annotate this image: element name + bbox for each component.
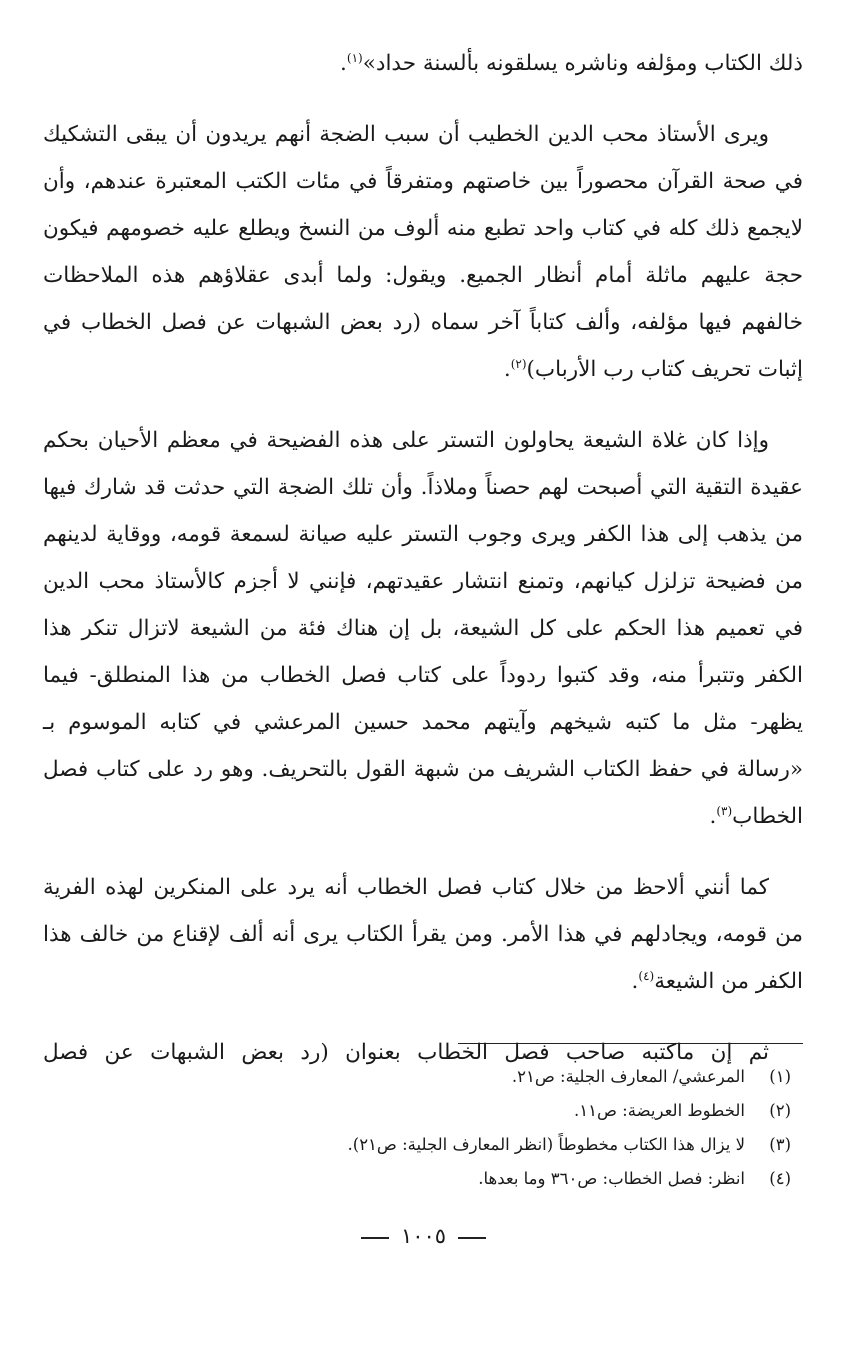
paragraph-3-text: وإذا كان غلاة الشيعة يحاولون التستر على هذه الفضيحة في معظم الأحيان بحكم عقيدة التقية التي أصبحت لهم حصناً وملاذاً. وأن تلك الضجة التي حدثت قد شارك فيها من يذهب إلى هذا الكفر ويرى وجوب التستر عليه صيانة لسمعة قومه، ووقاية لدينهم من فضيحة تزلزل كيانهم، وتمنع انتشار عقيدتهم، فإنني لا أجزم كالأستاذ محب الدين في تعميم هذا الحكم على كل الشيعة، بل إن هناك فئة من الشيعة لاتزال تنكر هذا الكفر وتتبرأ منه، وقد كتبوا ردوداً على كتاب فصل الخطاب من هذا المنطلق- فيما يظهر- مثل ما كتبه شيخهم وآيتهم محمد حسين المرعشي في كتابه الموسوم بـ «رسالة في حفظ الكتاب الشريف من شبهة القول بالتحريف. وهو رد على كتاب فصل الخطاب <box>43 428 803 829</box>
page-number-value: ١٠٠٥ <box>400 1224 447 1248</box>
page-number <box>0 1224 847 1248</box>
footnote-ref-3: (٣) <box>716 803 733 818</box>
paragraph-4-tail: . <box>631 969 639 994</box>
footnote-item <box>91 1060 791 1094</box>
footnote-ref-4: (٤) <box>638 968 655 983</box>
footnote-item <box>91 1128 791 1162</box>
footnote-item <box>91 1094 791 1128</box>
footnote-ref-2: (٢) <box>510 356 527 371</box>
footnote-number: (٣) <box>769 1135 791 1154</box>
paragraph-5-text: ثم إن ماكتبه صاحب فصل الخطاب بعنوان (رد بعض الشبهات عن فصل <box>43 1040 769 1065</box>
footnote-number: (٤) <box>769 1169 791 1188</box>
paragraph-1-text: ذلك الكتاب ومؤلفه وناشره يسلقونه بألسنة حداد» <box>362 51 803 76</box>
paragraph-4 <box>43 864 803 1005</box>
footnote-item <box>91 1162 791 1196</box>
footnote-text: لا يزال هذا الكتاب مخطوطاً (انظر المعارف الجلية: ص٢١). <box>347 1135 745 1154</box>
paragraph-2-tail: . <box>503 357 511 382</box>
footnote-ref-1: (١) <box>346 50 363 65</box>
footnote-number: (٢) <box>769 1101 791 1120</box>
footnote-number: (١) <box>769 1067 791 1086</box>
footnote-text: المرعشي/ المعارف الجلية: ص٢١. <box>511 1067 745 1086</box>
footnote-separator <box>458 1043 803 1044</box>
page-number-dash-left <box>361 1237 389 1239</box>
paragraph-3 <box>43 417 803 840</box>
main-text <box>43 40 803 1076</box>
paragraph-2-text: ويرى الأستاذ محب الدين الخطيب أن سبب الضجة أنهم يريدون أن يبقى التشكيك في صحة القرآن محصوراً بين خاصتهم ومتفرقاً في مئات الكتب المعتبرة عندهم، وأن لايجمع ذلك كله في كتاب واحد تطبع منه ألوف من النسخ ويطلع عليه خصومهم فيكون حجة عليهم ماثلة أمام أنظار الجميع. ويقول: ولما أبدى عقلاؤهم هذه الملاحظات خالفهم فيها مؤلفه، وألف كتاباً آخر سماه (رد بعض الشبهات عن فصل الخطاب في إثبات تحريف كتاب رب الأرباب) <box>43 122 803 382</box>
paragraph-2 <box>43 111 803 393</box>
paragraph-1-tail: . <box>340 51 347 76</box>
paragraph-4-text: كما أنني ألاحظ من خلال كتاب فصل الخطاب أنه يرد على المنكرين لهذه الفرية من قومه، ويجادلهم في هذا الأمر. ومن يقرأ الكتاب يرى أنه ألف لإقناع من خالف هذا الكفر من الشيعة <box>43 875 803 994</box>
paragraph-3-tail: . <box>709 804 717 829</box>
footnote-text: انظر: فصل الخطاب: ص٣٦٠ وما بعدها. <box>478 1169 745 1188</box>
footnote-text: الخطوط العريضة: ص١١. <box>574 1101 745 1120</box>
page-number-dash-right <box>458 1237 486 1239</box>
footnotes <box>91 1060 791 1196</box>
paragraph-1 <box>43 40 803 87</box>
